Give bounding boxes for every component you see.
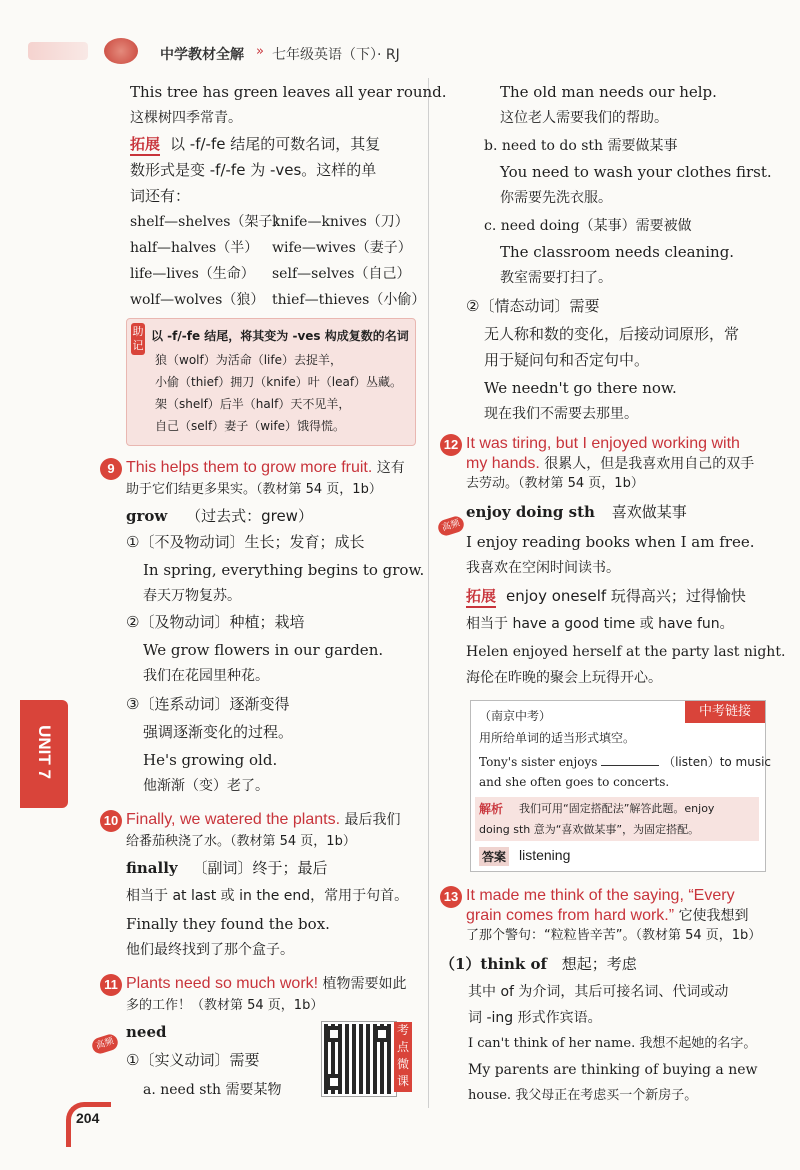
finally-note: 相当于 at last 或 in the end，常用于句首。: [126, 888, 409, 904]
enjoy-cn: 喜欢做某事: [611, 503, 687, 521]
need-modal-note-1: 无人称和数的变化，后接动词原形，常: [484, 325, 740, 343]
enjoy-ex-en: I enjoy reading books when I am free.: [466, 533, 755, 551]
enjoy-phrase: enjoy doing sth: [466, 503, 595, 521]
analysis-area: [475, 797, 759, 841]
grow-ex-3-cn: 他渐渐（变）老了。: [143, 778, 269, 794]
section-9-en: This helps them to grow more fruit.: [126, 459, 373, 476]
grow-def-1: ①〔不及物动词〕生长；发育；成长: [126, 533, 365, 551]
answer-text: listening: [519, 847, 571, 863]
need-def-c: c. need doing（某事）需要被做: [484, 218, 692, 234]
plural-pair-4a: wolf—wolves（狼）: [130, 292, 265, 308]
section-number-10: 10: [100, 810, 122, 832]
memo-line-4: 自己（self）妻子（wife）饿得慌。: [155, 419, 345, 433]
think-cn: 想起；考虑: [561, 955, 637, 973]
answer-tag: 答案: [479, 847, 509, 866]
grow-ex-1-en: In spring, everything begins to grow.: [143, 561, 425, 579]
grow-ex-3-en: He's growing old.: [143, 751, 278, 769]
think-entry: [440, 954, 637, 974]
section-13-cn-2: 了那个警句：“粒粒皆辛苦”。（教材第 54 页，1b）: [466, 928, 762, 943]
section-11-cn-2: 多的工作！（教材第 54 页，1b）: [126, 998, 324, 1013]
high-frequency-badge: 高频: [90, 1032, 120, 1055]
section-10-cn-1: 最后我们: [344, 812, 401, 828]
expand-tag-2: 拓展: [466, 586, 496, 608]
column-divider: [428, 78, 429, 1108]
section-12-en-2: my hands.: [466, 455, 540, 472]
enjoy-ex-cn: 我喜欢在空闲时间读书。: [466, 560, 620, 576]
section-10-en: Finally, we watered the plants.: [126, 811, 341, 828]
need-ex-1-cn: 这位老人需要我们的帮助。: [500, 110, 668, 126]
section-number-13: 13: [440, 886, 462, 908]
unit-tab[interactable]: [20, 700, 68, 808]
section-12-en-1: It was tiring, but I enjoyed working with: [466, 435, 740, 452]
memo-box: [126, 318, 416, 446]
expand-text-3: 词还有：: [130, 187, 191, 205]
memo-line-3: 架（shelf）后半（half）天不见羊，: [155, 397, 351, 411]
grow-past: （过去式：grew）: [186, 507, 313, 525]
exam-source: （南京中考）: [479, 709, 552, 723]
plural-pair-4b: thief—thieves（小偷）: [272, 292, 426, 308]
memo-title: 以 -f/-fe 结尾，将其变为 -ves 构成复数的名词: [151, 329, 409, 343]
section-10-cn-2: 给番茄秧浇了水。（教材第 54 页，1b）: [126, 834, 356, 849]
finally-ex-en: Finally they found the box.: [126, 915, 330, 933]
need-ex-c-cn: 教室需要打扫了。: [500, 270, 612, 286]
qr-label: 考点微课: [394, 1022, 412, 1092]
enjoy-expand-cn: 海伦在昨晚的聚会上玩得开心。: [466, 670, 662, 686]
think-ex-2b: house. 我父母正在考虑买一个新房子。: [468, 1088, 698, 1103]
header-chevron-icon: »: [256, 44, 264, 59]
need-modal-cn: 现在我们不需要去那里。: [484, 406, 638, 422]
enjoy-expand: [466, 586, 746, 608]
think-ex-1: I can't think of her name. 我想不起她的名字。: [468, 1036, 757, 1051]
section-number-9: 9: [100, 458, 122, 480]
grow-entry: [126, 506, 313, 526]
exam-blank[interactable]: [601, 753, 659, 766]
header-decoration: [28, 42, 88, 60]
exam-instruction: 用所给单词的适当形式填空。: [479, 731, 636, 745]
section-12-cn-2: 去劳动。（教材第 54 页，1b）: [466, 476, 644, 491]
need-modal-en: We needn't go there now.: [484, 379, 677, 397]
need-word: need: [126, 1023, 167, 1041]
section-number-12: 12: [440, 434, 462, 456]
enjoy-expand-note: 相当于 have a good time 或 have fun。: [466, 616, 734, 632]
memo-line-1: 狼（wolf）为活命（life）去捉羊，: [155, 353, 342, 367]
memo-line-2: 小偷（thief）拥刀（knife）叶（leaf）丛藏。: [155, 375, 403, 389]
section-13-en-2: grain comes from hard work.”: [466, 907, 675, 924]
grow-ex-1-cn: 春天万物复苏。: [143, 588, 241, 604]
expand-text-1: 以 -f/-fe 结尾的可数名词，其复: [170, 135, 381, 153]
exam-q-text-1b: （listen）to music: [663, 755, 772, 769]
qr-code[interactable]: [322, 1022, 396, 1096]
grow-def-2: ②〔及物动词〕种植；栽培: [126, 613, 305, 631]
plural-pair-1b: knife—knives（刀）: [272, 214, 409, 230]
enjoy-expand-text: enjoy oneself 玩得高兴；过得愉快: [506, 587, 746, 605]
plural-pair-3a: life—lives（生命）: [130, 266, 255, 282]
section-13-line-2: [466, 906, 749, 926]
think-label: （1）think of: [440, 955, 547, 973]
section-number-11: 11: [100, 974, 122, 996]
need-modal-note-2: 用于疑问句和否定句中。: [484, 351, 650, 369]
think-note-2: 词 -ing 形式作宾语。: [468, 1010, 602, 1026]
expand-line-1: [130, 134, 380, 156]
finally-entry: [126, 858, 327, 878]
need-ex-1-en: The old man needs our help.: [500, 83, 717, 101]
plural-pair-2b: wife—wives（妻子）: [272, 240, 412, 256]
section-13-en-1: It made me think of the saying, “Every: [466, 887, 735, 904]
analysis-line-1: 我们可用“固定搭配法”解答此题。enjoy: [519, 802, 715, 815]
expand-text-2: 数形式是变 -f/-fe 为 -ves。这样的单: [130, 161, 377, 179]
memo-tag: 助记: [131, 323, 145, 355]
header: [0, 30, 800, 70]
section-11-sentence: [126, 974, 407, 994]
need-def-modal: ②〔情态动词〕需要: [466, 297, 600, 315]
high-frequency-badge-2: 高频: [436, 514, 466, 537]
section-9-cn-1: 这有: [376, 460, 405, 476]
plural-pair-3b: self—selves（自己）: [272, 266, 411, 282]
think-note-1: 其中 of 为介词，其后可接名词、代词或动: [468, 984, 729, 1000]
section-9-sentence: [126, 458, 405, 478]
analysis-tag: 解析: [479, 802, 504, 816]
exam-link-tag: 中考链接: [685, 701, 765, 723]
example-en: This tree has green leaves all year round.: [130, 83, 447, 101]
need-def-1: ①〔实义动词〕需要: [126, 1051, 260, 1069]
grow-def-3-note: 强调逐渐变化的过程。: [143, 723, 294, 741]
analysis-line-2: doing sth 意为“喜欢做某事”，为固定搭配。: [479, 823, 700, 836]
section-11-en: Plants need so much work!: [126, 975, 319, 992]
exam-q-text-1: Tony's sister enjoys: [479, 755, 598, 769]
section-10-sentence: [126, 810, 400, 830]
enjoy-entry: [466, 502, 687, 522]
section-13-cn-1: 它使我想到: [678, 908, 749, 924]
header-grade: 七年级英语（下）· RJ: [272, 47, 400, 63]
exam-question-1: [479, 753, 771, 770]
need-def-b: b. need to do sth 需要做某事: [484, 138, 678, 154]
plural-pair-1a: shelf—shelves（架子）: [130, 214, 287, 230]
unit-tab-label: UNIT 7: [35, 725, 54, 779]
exam-link-box: [470, 700, 772, 872]
grow-ex-2-cn: 我们在花园里种花。: [143, 668, 269, 684]
page-number: 204: [76, 1110, 100, 1126]
section-9-cn-2: 助于它们结更多果实。（教材第 54 页，1b）: [126, 482, 382, 497]
header-book-title: 中学教材全解: [160, 47, 244, 63]
exam-q-text-2: and she often goes to concerts.: [479, 775, 670, 789]
need-def-1a: a. need sth 需要某物: [143, 1082, 282, 1098]
finally-ex-cn: 他们最终找到了那个盒子。: [126, 942, 294, 958]
section-12-line-2: [466, 454, 754, 474]
need-ex-b-cn: 你需要先洗衣服。: [500, 190, 612, 206]
header-flower-icon: [104, 38, 138, 64]
grow-word: grow: [126, 507, 168, 525]
finally-word: finally: [126, 859, 178, 877]
need-ex-c-en: The classroom needs cleaning.: [500, 243, 735, 261]
grow-def-3: ③〔连系动词〕逐渐变得: [126, 695, 290, 713]
plural-pair-2a: half—halves（半）: [130, 240, 259, 256]
need-ex-b-en: You need to wash your clothes first.: [500, 163, 772, 181]
enjoy-expand-en: Helen enjoyed herself at the party last night.: [466, 644, 786, 660]
think-ex-2a: My parents are thinking of buying a new: [468, 1062, 758, 1078]
section-11-cn-1: 植物需要如此: [322, 976, 407, 992]
example-cn: 这棵树四季常青。: [130, 110, 242, 126]
finally-def: 〔副词〕终于；最后: [192, 859, 328, 877]
expand-tag: 拓展: [130, 134, 160, 156]
grow-ex-2-en: We grow flowers in our garden.: [143, 641, 384, 659]
section-12-cn-1: 很累人，但是我喜欢用自己的双手: [544, 456, 755, 472]
